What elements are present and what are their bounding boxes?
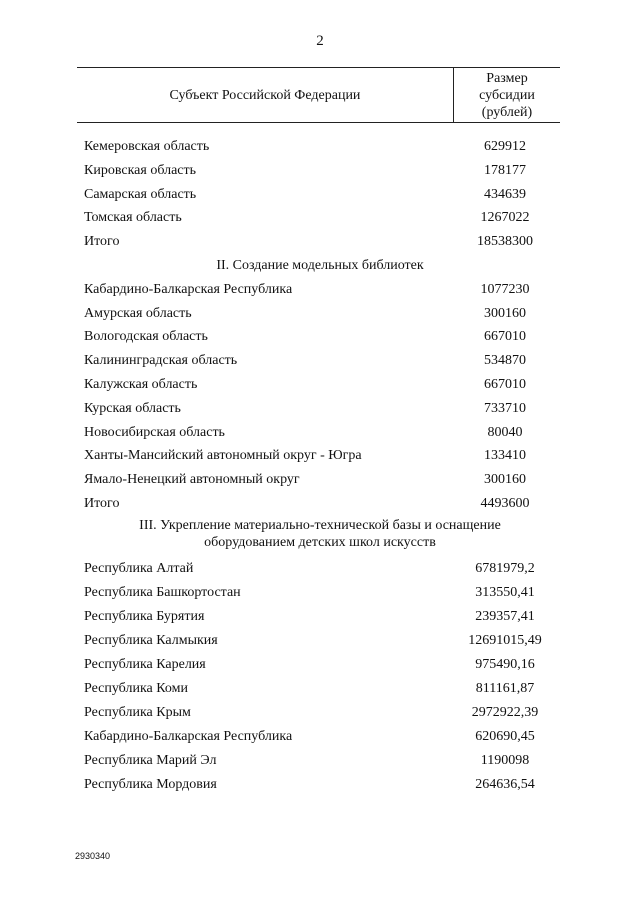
page-number: 2 — [316, 33, 324, 49]
subsidy-amount: 733710 — [484, 400, 526, 416]
region-name: Республика Алтай — [84, 560, 194, 576]
table-row — [0, 135, 640, 159]
subsidy-amount: 434639 — [484, 186, 526, 202]
section-heading-line: III. Укрепление материально-технической базы и оснащение — [139, 517, 501, 533]
subsidy-amount: 313550,41 — [475, 584, 535, 600]
subsidy-amount: 80040 — [487, 424, 523, 440]
section-heading-line: оборудованием детских школ искусств — [204, 534, 436, 550]
table-row — [0, 349, 640, 373]
section-heading: II. Создание модельных библиотек — [216, 257, 424, 273]
region-name: Республика Бурятия — [84, 608, 205, 624]
section-heading — [0, 516, 640, 557]
region-name: Калининградская область — [84, 353, 238, 369]
subsidy-amount: 1077230 — [480, 281, 530, 297]
region-name: Республика Калмыкия — [84, 632, 218, 648]
table-row — [0, 206, 640, 230]
header-subject-column: Субъект Российской Федерации — [169, 87, 361, 103]
region-name: Новосибирская область — [84, 424, 225, 440]
table-row — [0, 397, 640, 421]
part2-rows — [0, 278, 640, 516]
table-row — [0, 444, 640, 468]
region-name: Республика Крым — [84, 704, 191, 720]
subsidy-table-body — [0, 135, 640, 797]
region-name: Ханты-Мансийский автономный округ - Югра — [84, 448, 362, 464]
table-row — [0, 421, 640, 445]
table-row — [0, 749, 640, 773]
region-name: Кабардино-Балкарская Республика — [84, 281, 293, 297]
subsidy-amount: 811161,87 — [475, 680, 535, 696]
part1-rows — [0, 135, 640, 254]
table-row — [0, 302, 640, 326]
subsidy-amount: 12691015,49 — [468, 632, 542, 648]
subsidy-amount: 975490,16 — [475, 656, 535, 672]
region-name: Ямало-Ненецкий автономный округ — [84, 472, 300, 488]
total-amount: 18538300 — [477, 234, 533, 250]
subsidy-amount: 178177 — [484, 162, 526, 178]
table-row — [0, 677, 640, 701]
region-name: Кировская область — [84, 162, 197, 178]
region-name: Республика Башкортостан — [84, 584, 241, 600]
table-row — [0, 373, 640, 397]
subsidy-amount: 300160 — [484, 472, 526, 488]
part3-rows — [0, 557, 640, 797]
subsidy-amount: 534870 — [484, 353, 526, 369]
header-amount-column — [454, 68, 560, 122]
subsidy-amount: 1267022 — [480, 210, 530, 226]
table-row — [0, 725, 640, 749]
table-row — [0, 278, 640, 302]
table-row — [0, 557, 640, 581]
header-amount-line: Размер — [486, 70, 528, 86]
table-row — [0, 605, 640, 629]
table-row — [0, 183, 640, 207]
region-name: Амурская область — [84, 305, 192, 321]
header-amount-line: субсидии — [479, 87, 535, 103]
table-row — [0, 773, 640, 797]
total-amount: 4493600 — [480, 495, 530, 511]
subsidy-amount: 239357,41 — [475, 608, 535, 624]
region-name: Калужская область — [84, 376, 198, 392]
subsidy-amount: 300160 — [484, 305, 526, 321]
region-name: Республика Карелия — [84, 656, 206, 672]
subsidy-amount: 667010 — [484, 329, 526, 345]
table-row — [0, 701, 640, 725]
region-name: Республика Мордовия — [84, 776, 217, 792]
document-code: 2930340 — [75, 851, 111, 861]
region-name: Томская область — [84, 210, 182, 226]
total-row — [0, 492, 640, 516]
subsidy-amount: 133410 — [484, 448, 526, 464]
region-name: Курская область — [84, 400, 181, 416]
total-label: Итого — [84, 495, 120, 511]
table-row — [0, 325, 640, 349]
subsidy-amount: 2972922,39 — [471, 704, 539, 720]
subsidy-amount: 667010 — [484, 376, 526, 392]
subsidy-amount: 6781979,2 — [475, 560, 535, 576]
table-row — [0, 629, 640, 653]
table-header — [77, 67, 560, 123]
table-row — [0, 653, 640, 677]
table-row — [0, 581, 640, 605]
region-name: Самарская область — [84, 186, 197, 202]
subsidy-amount: 629912 — [484, 139, 526, 154]
header-amount-line: (рублей) — [481, 104, 533, 120]
table-row — [0, 159, 640, 183]
subsidy-amount: 264636,54 — [475, 776, 535, 792]
table-row — [0, 468, 640, 492]
region-name: Кабардино-Балкарская Республика — [84, 728, 293, 744]
total-row — [0, 230, 640, 254]
subsidy-amount: 1190098 — [480, 752, 530, 768]
subsidy-amount: 620690,45 — [475, 728, 535, 744]
region-name: Кемеровская область — [84, 139, 210, 154]
region-name: Республика Коми — [84, 680, 188, 696]
total-label: Итого — [84, 234, 120, 250]
region-name: Вологодская область — [84, 329, 208, 345]
region-name: Республика Марий Эл — [84, 752, 217, 768]
